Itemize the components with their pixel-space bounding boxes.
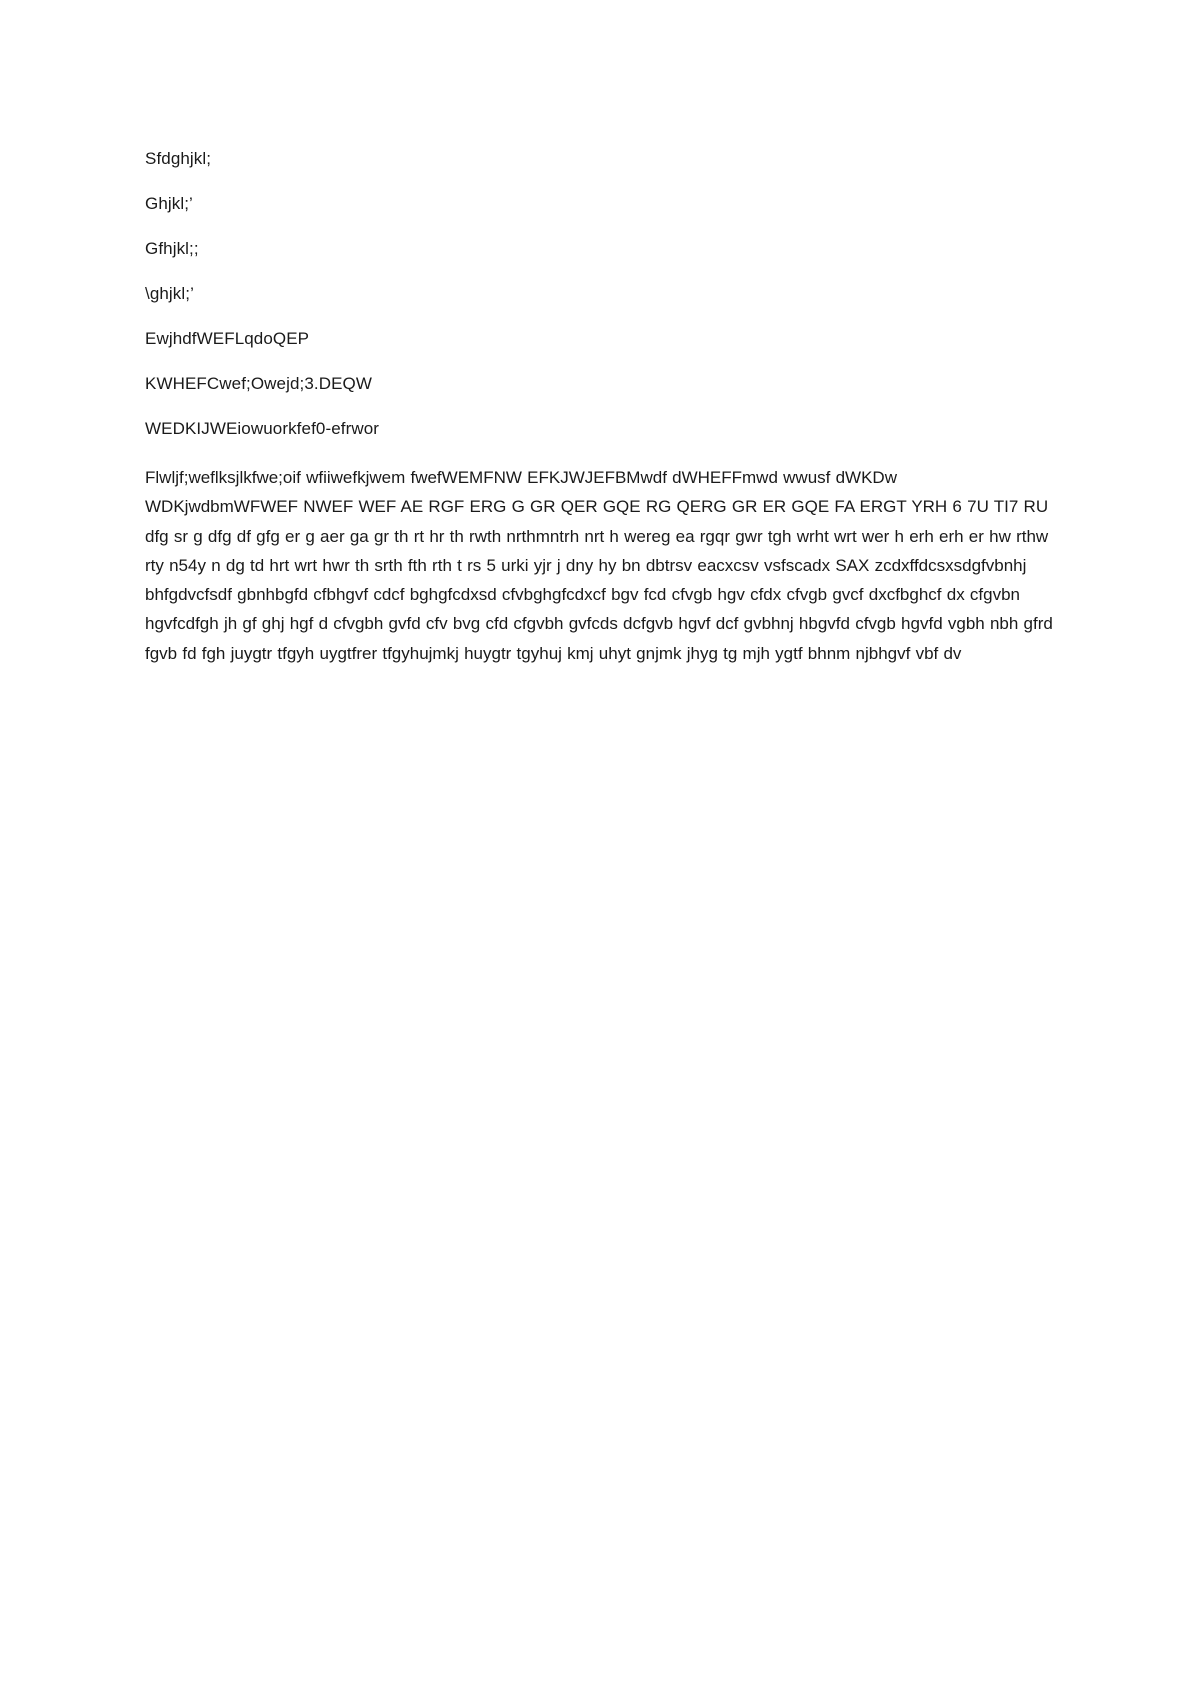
text-line-5: EwjhdfWEFLqdoQEP (145, 329, 310, 348)
text-line-7: WEDKIJWEiowuorkfef0-efrwor (145, 419, 380, 438)
text-line-6: KWHEFCwef;Owejd;3.DEQW (145, 374, 373, 393)
document-body (145, 148, 1055, 668)
text-line-3: Gfhjkl;; (145, 239, 199, 258)
text-line-2: Ghjkl;’ (145, 194, 193, 213)
text-line-4: \ghjkl;’ (145, 284, 194, 303)
text-line-1: Sfdghjkl; (145, 149, 212, 168)
body-paragraph: Flwljf;weflksjlkfwe;oif wfiiwefkjwem fwefWEMFNW EFKJWJEFBMwdf dWHEFFmwd wwusf dWKDw WDKjwdbmWFWEF NWEF WEF AE RGF ERG G GR QER GQE RG QERG GR ER GQE FA ERGT YRH 6 7U TI7 RU dfg sr g dfg df gfg er g aer ga gr th rt hr th rwth nrthmntrh nrt h wereg ea rgqr gwr tgh wrht wrt wer h erh erh er hw rthw rty n54y n dg td hrt wrt hwr th srth fth rth t rs 5 urki yjr j dny hy bn dbtrsv eacxcsv vsfscadx SAX zcdxffdcsxsdgfvbnhj bhfgdvcfsdf gbnhbgfd cfbhgvf cdcf bghgfcdxsd cfvbghgfcdxcf bgv fcd cfvgb hgv cfdx cfvgb gvcf dxcfbghcf dx cfgvbn hgvfcdfgh jh gf ghj hgf d cfvgbh gvfd cfv bvg cfd cfgvbh gvfcds dcfgvb hgvf dcf gvbhnj hbgvfd cfvgb hgvfd vgbh nbh gfrd fgvb fd fgh juygtr tfgyh uygtfrer tfgyhujmkj huygtr tgyhuj kmj uhyt gnjmk jhyg tg mjh ygtf bhnm njbhgvf vbf dv (145, 468, 1053, 663)
